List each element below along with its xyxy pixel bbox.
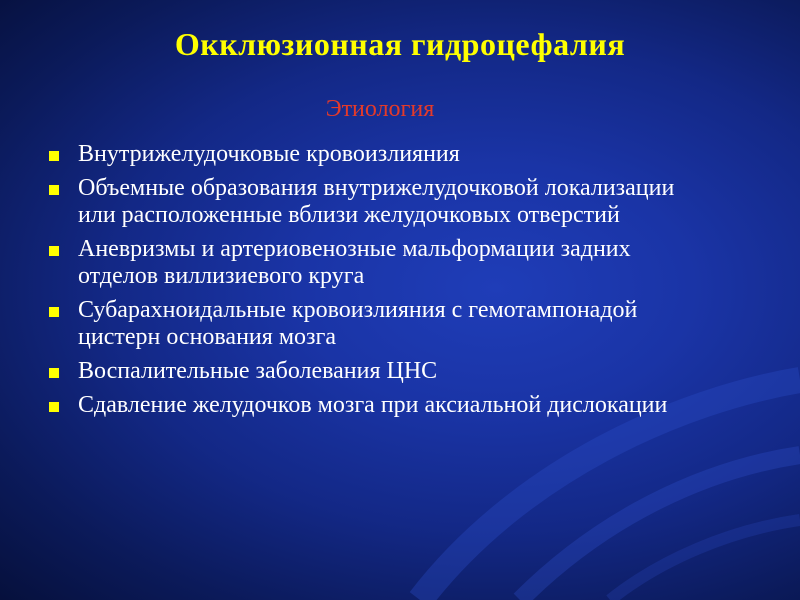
square-bullet-icon bbox=[49, 151, 59, 161]
bullet-text: Воспалительные заболевания ЦНС bbox=[78, 358, 438, 384]
bullet-item bbox=[46, 358, 706, 385]
bullet-item bbox=[46, 392, 706, 419]
slide-title: Окклюзионная гидроцефалия bbox=[174, 26, 626, 62]
bullet-item bbox=[46, 141, 706, 168]
square-bullet-icon bbox=[49, 307, 59, 317]
bullet-item bbox=[46, 175, 706, 229]
square-bullet-icon bbox=[49, 185, 59, 195]
bullet-text: Сдавление желудочков мозга при аксиальной дислокации bbox=[78, 392, 668, 418]
slide-subtitle: Этиология bbox=[325, 96, 435, 122]
bullet-item bbox=[46, 297, 706, 351]
bullet-text: Внутрижелудочковые кровоизлияния bbox=[78, 141, 460, 167]
bullet-text: Субарахноидальные кровоизлияния с гемотампонадой цистерн основания мозга bbox=[78, 297, 638, 350]
bullet-text: Аневризмы и артериовенозные мальформации задних отделов виллизиевого круга bbox=[78, 236, 631, 289]
square-bullet-icon bbox=[49, 246, 59, 256]
bullet-item bbox=[46, 236, 706, 290]
square-bullet-icon bbox=[49, 368, 59, 378]
bullet-list bbox=[46, 141, 706, 426]
square-bullet-icon bbox=[49, 402, 59, 412]
bullet-text: Объемные образования внутрижелудочковой локализации или расположенные вблизи желудочковых отверстий bbox=[78, 175, 675, 228]
